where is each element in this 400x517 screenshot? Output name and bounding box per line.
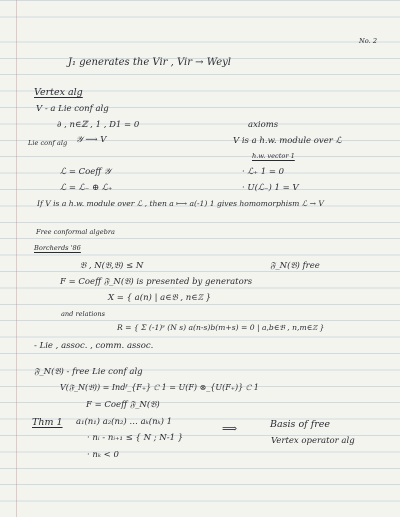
FN-free: 𝔉_N(𝔅) free [270, 261, 320, 271]
v-module-statement: V is a h.w. module over ℒ [233, 136, 342, 146]
if-statement: If V is a h.w. module over ℒ , then a ⟼ a(-1) 1 gives homomorphism ℒ → V [37, 199, 324, 208]
X-generators: X = { a(n) | a∈𝔅 , n∈ℤ } [108, 293, 211, 303]
theorem-label: Thm 1 [32, 417, 63, 428]
theorem-condition-2: · nₖ < 0 [87, 450, 119, 460]
F-coeff-again: F = Coeff 𝔉_N(𝔅) [86, 400, 160, 410]
theorem-monomial: a₁(n₁) a₂(n₂) … aₖ(nₖ) 1 [76, 417, 173, 427]
borcherds-reference: Borcherds '86 [34, 244, 81, 252]
free-conf-heading: Free conformal algebra [36, 228, 115, 236]
hw-vector: h.w. vector 1 [252, 152, 295, 160]
vertex-operator-alg: Vertex operator alg [271, 436, 355, 446]
vertex-alg-heading: Vertex alg [34, 87, 83, 98]
B-locality: 𝔅 , N(𝔅,𝔅) ≤ N [80, 261, 144, 271]
L-decomposition: ℒ = ℒ₋ ⊕ ℒ₊ [60, 183, 113, 193]
lie-conf-alg-note: Lie conf alg [28, 139, 68, 147]
margin-line [16, 0, 17, 517]
basis-statement: Basis of free [270, 419, 331, 430]
implies-arrow: ⟹ [222, 423, 238, 435]
map-y-to-v: 𝒴 ⟶ V [76, 135, 107, 145]
page-number: No. 2 [359, 37, 378, 45]
and-relations: and relations [61, 310, 105, 318]
V-induced-module: V(𝔉_N(𝔅)) = Indᶠ_{F₊} ℂ 1 = U(F) ⊗_{U(F₊)} ℂ 1 [60, 383, 259, 392]
lie-assoc-comm: - Lie , assoc. , comm. assoc. [34, 341, 154, 351]
U-L-minus-condition: · U(ℒ₋) 1 = V [242, 183, 299, 193]
R-relations: R = { Σ (-1)ˢ (N s) a(n-s)b(m+s) = 0 | a,b∈𝔅 , n,m∈ℤ } [117, 323, 325, 332]
axioms-symbols: ∂ , n∈ℤ , 1 , D1 = 0 [57, 120, 140, 130]
free-lie-conf-alg: 𝔉_N(𝔅) - free Lie conf alg [34, 367, 143, 377]
L-plus-condition: · ℒ₊ 1 = 0 [242, 167, 285, 177]
L-coeff: ℒ = Coeff 𝒴 [60, 167, 111, 177]
F-coeff-presented: F = Coeff 𝔉_N(𝔅) is presented by generators [60, 277, 253, 287]
lie-conf-def: V - a Lie conf alg [36, 104, 109, 114]
page-title: J₁ generates the Vir , Vir → Weyl [68, 57, 231, 68]
theorem-condition-1: · nᵢ - nᵢ₊₁ ≤ { N ; N-1 } [87, 433, 184, 443]
axioms-label: axioms [248, 120, 279, 130]
